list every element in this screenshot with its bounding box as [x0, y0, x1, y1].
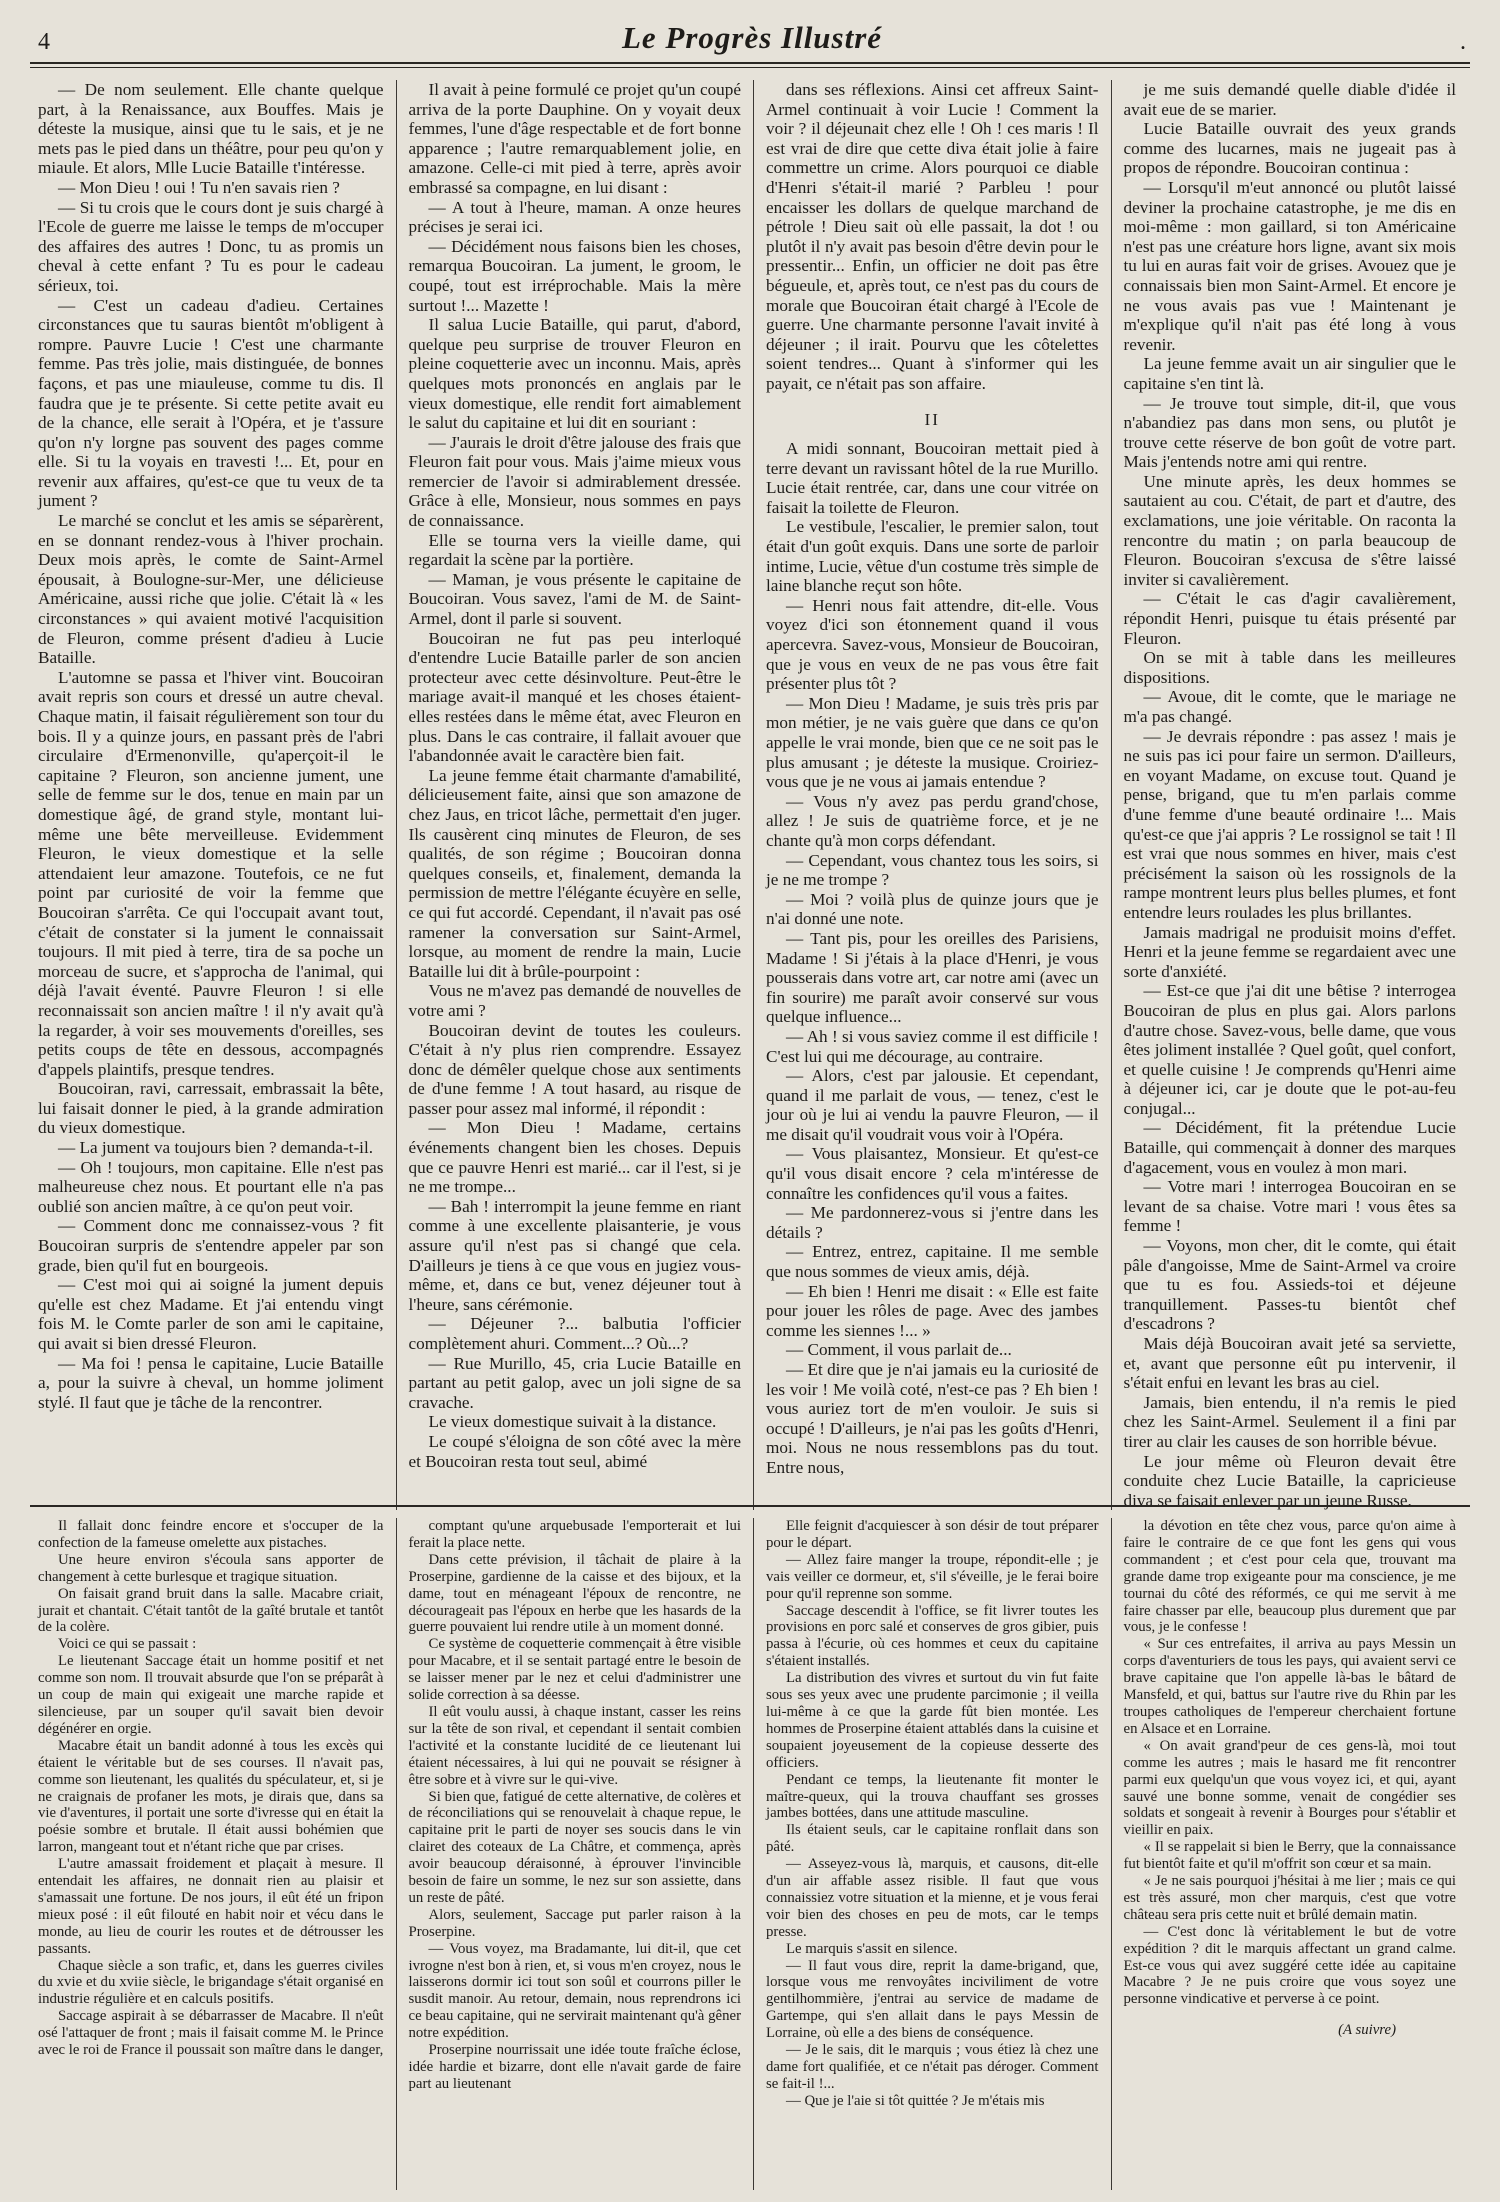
- paragraph: Macabre était un bandit adonné à tous les excès qui étaient le véritable but de ses courses. Il n'avait pas, comme son lieutenant, les qualités du spéculateur, et, si je ne craignais de profaner les mots, je dirais que, dans sa vie d'aventures, il portait une sorte d'ivresse qui en était la poésie sombre et brutale. Il était aussi bohémien que larron, mangeant tout et n'étant riche que par crises.: [38, 1737, 384, 1856]
- paragraph: — Ma foi ! pensa le capitaine, Lucie Bataille a, pour la suivre à cheval, un homme joliment stylé. Il faut que je tâche de la rencontrer.: [38, 1353, 384, 1412]
- paragraph: Chaque siècle a son trafic, et, dans les guerres civiles du xvie et du xviie siècle, le brigandage s'était organisé en industrie régulière et en calculs positifs.: [38, 1957, 384, 2008]
- paragraph: Le lieutenant Saccage était un homme positif et net comme son nom. Il trouvait absurde que l'on se préparât à un coup de main qui exigeait une marche rapide et silencieuse, par un souper qu'il savait bien devoir dégénérer en orgie.: [38, 1653, 384, 1737]
- header-rule: [30, 62, 1470, 64]
- top-column-4: [1111, 80, 1469, 1510]
- paragraph: — Entrez, entrez, capitaine. Il me semble que nous sommes de vieux amis, déjà.: [766, 1242, 1099, 1282]
- paragraph: Le marché se conclut et les amis se séparèrent, en se donnant rendez-vous à l'hiver prochain. Deux mois après, le comte de Saint-Armel épousait, à Boulogne-sur-Mer, une délicieuse Américaine, aussi riche que jolie. C'était là « les circonstances » qui avaient motivé l'acquisition de Fleuron, comme présent d'adieu à Lucie Bataille.: [38, 511, 384, 668]
- serial-columns: [38, 1518, 1468, 2190]
- paragraph: — C'était le cas d'agir cavalièrement, répondit Henri, puisque tu étais présenté par Fleuron.: [1123, 589, 1456, 648]
- paragraph: — Bah ! interrompit la jeune femme en riant comme à une excellente plaisanterie, je vous assure qu'il n'est pas si changé que cela. D'ailleurs je tiens à ce que vous en jugiez vous-même, et, dans ce but, venez déjeuner tout à l'heure, sans cérémonie.: [408, 1196, 741, 1314]
- paragraph: — A tout à l'heure, maman. A onze heures précises je serai ici.: [408, 197, 741, 237]
- paragraph: — Alors, c'est par jalousie. Et cependant, quand il me parlait de vous, — tenez, c'est le jour où je lui ai vendu la pauvre Fleuron, — il me disait qu'il voudrait vous voir à l'Opéra.: [766, 1066, 1099, 1144]
- paragraph: — Il faut vous dire, reprit la dame-brigand, que, lorsque vous me renvoyâtes inciviliment de votre gentilhommière, j'entrai au service de madame de Gartempe, qui s'en allait dans le pays Messin de Lorraine, où elle a des biens de conséquence.: [766, 1957, 1099, 2042]
- section-heading: II: [924, 409, 940, 429]
- paragraph: Elle feignit d'acquiescer à son désir de tout préparer pour le départ.: [766, 1518, 1099, 1551]
- paragraph: — Oh ! toujours, mon capitaine. Elle n'est pas malheureuse chez nous. Et pourtant elle n'a pas oublié son ancien maître, à ce qu'on peut voir.: [38, 1157, 384, 1216]
- paragraph: — Mon Dieu ! Madame, certains événements changent bien les choses. Depuis que ce pauvre Henri est marié... car il l'est, si je ne me trompe...: [408, 1118, 741, 1197]
- paragraph: la dévotion en tête chez vous, parce qu'on aime à faire le contraire de ce que font les gens qui vous commandent ; et c'est pour cela que, trouvant ma grande dame trop exigeante pour ma conscience, je me tournai du côté des réformés, ce qui me servit à me faire chasser par elle, beaucoup plus durement que par vous, je le confesse !: [1123, 1518, 1456, 1636]
- paragraph: Voici ce qui se passait :: [58, 1636, 197, 1653]
- paragraph: — Est-ce que j'ai dit une bêtise ? interrogea Boucoiran de plus en plus gai. Alors parlons d'autre chose. Savez-vous, belle dame, que vous êtes joliment installée ? Quel goût, quel confort, et quelle cuisine ! Je comprends qu'Henri aime à déjeuner ici, car je doute que le pot-au-feu conjugal...: [1123, 981, 1456, 1118]
- paragraph: « Il se rappelait si bien le Berry, que la connaissance fut bientôt faite et qu'il m'offrit son cœur et sa main.: [1123, 1839, 1456, 1873]
- paragraph: — Vous n'y avez pas perdu grand'chose, allez ! Je suis de quatrième force, et je ne chante qu'à mon corps défendant.: [766, 791, 1099, 850]
- paragraph: — C'est donc là véritablement le but de votre expédition ? dit le marquis affectant un grand calme. Est-ce vous qui avez suggéré cette idée au capitaine Macabre ? Je ne puis croire que vous soyez une personne vindicative et perverse à ce point.: [1123, 1923, 1456, 2008]
- paragraph: Il salua Lucie Bataille, qui parut, d'abord, quelque peu surprise de trouver Fleuron en pleine coquetterie avec un inconnu. Mais, après quelques mots prononcés en anglais par le vieux domestique, elle rendit fort aimablement le salut du capitaine et lui dit en souriant :: [408, 315, 741, 433]
- paragraph: — Maman, je vous présente le capitaine de Boucoiran. Vous savez, l'ami de M. de Saint-Armel, dont il parle si souvent.: [408, 569, 741, 629]
- top-column-3: [753, 80, 1111, 1510]
- paragraph: Une heure environ s'écoula sans apporter de changement à cette burlesque et tragique situation.: [38, 1551, 384, 1585]
- top-column-1: [38, 80, 396, 1510]
- paragraph: — J'aurais le droit d'être jalouse des frais que Fleuron fait pour vous. Mais j'aime mieux vous remercier de l'avoir si admirablement dressée. Grâce à elle, Monsieur, nous sommes en pays de connaissance.: [408, 432, 741, 531]
- paragraph: — Mon Dieu ! oui ! Tu n'en savais rien ?: [58, 177, 340, 197]
- paragraph: — Que je l'aie si tôt quittée ? Je m'étais mis: [786, 2092, 1045, 2109]
- bottom-column-3: [753, 1518, 1111, 2190]
- to-be-continued: (A suivre): [1338, 2022, 1396, 2039]
- paragraph: Ce système de coquetterie commençait à être visible pour Macabre, et il se sentait partagé entre le besoin de se laisser mener par le nez et celui d'administrer une solide correction à sa déesse.: [408, 1636, 741, 1704]
- paragraph: Boucoiran ne fut pas peu interloqué d'entendre Lucie Bataille parler de son ancien protecteur avec cette désinvolture. Peut-être le mariage avait-il manqué et les choses étaient-elles restées dans le même état, avec Fleuron en plus. Dans le cas contraire, il fallait avouer que l'abandonnée avait le caractère bien fait.: [408, 628, 741, 766]
- paragraph: Il eût voulu aussi, à chaque instant, casser les reins sur la tête de son rival, et cependant il sentait combien l'activité et la constante lucidité de ce lieutenant lui étaient nécessaires, à lui qui ne pouvait se résigner à être sobre et à vivre sur le qui-vive.: [408, 1703, 741, 1788]
- paragraph: La jeune femme était charmante d'amabilité, délicieusement faite, ainsi que son amazone de chez Jaus, en tricot lâche, permettait d'en juger. Ils causèrent cinq minutes de Fleuron, de ses qualités, de son régime ; Boucoiran donna quelques conseils, et, finalement, demanda la permission de mettre l'élégante écuyère en selle, ce qui fut accordé. Cependant, il n'avait pas osé ramener la conversation sur Saint-Armel, lorsque, au moment de rendre la main, Lucie Bataille lui dit à brûle-pourpoint :: [408, 765, 741, 981]
- paragraph: Il fallait donc feindre encore et s'occuper de la confection de la fameuse omelette aux pistaches.: [38, 1518, 384, 1551]
- paragraph: A midi sonnant, Boucoiran mettait pied à terre devant un ravissant hôtel de la rue Murillo. Lucie était rentrée, car, dans une cour vitrée on faisait la toilette de Fleuron.: [766, 439, 1099, 517]
- paragraph: « Je ne sais pourquoi j'hésitai à me lier ; mais ce qui est très assuré, mon cher marquis, c'est que votre château sera pris cette nuit et brûlé demain matin.: [1123, 1873, 1456, 1923]
- paragraph: — Votre mari ! interrogea Boucoiran en se levant de sa chaise. Votre mari ! vous êtes sa femme !: [1123, 1177, 1456, 1236]
- paragraph: — Si tu crois que le cours dont je suis chargé à l'Ecole de guerre me laisse le temps de m'occuper des affaires des autres ! Donc, tu as promis un cheval à cette enfant ? Tu es pour le cadeau sérieux, toi.: [38, 197, 384, 295]
- top-article-columns: [38, 80, 1468, 1510]
- paragraph: Le coupé s'éloigna de son côté avec la mère et Boucoiran resta tout seul, abimé: [408, 1431, 741, 1471]
- bottom-column-4: [1111, 1518, 1469, 2190]
- paragraph: La distribution des vivres et surtout du vin fut faite sous ses yeux avec une prudente parcimonie ; il veilla lui-même à ce que la garde fût bien montée. Les hommes de Proserpine étaient attablés dans la cuisine et soupaient joyeusement de la copieuse desserte des officiers.: [766, 1670, 1099, 1771]
- paragraph: Pendant ce temps, la lieutenante fit monter le maître-queux, qui la trouva chauffant ses grosses jambes bottées, dans une attitude masculine.: [766, 1771, 1099, 1822]
- paragraph: — Je trouve tout simple, dit-il, que vous n'abandiez pas dans mon sens, ou plutôt je trouve cette réserve de bon goût de votre part. Mais j'entends notre ami qui rentre.: [1123, 393, 1456, 472]
- paragraph: — Comment donc me connaissez-vous ? fit Boucoiran surpris de s'entendre appeler par son grade, bien qu'il fut en bourgeois.: [38, 1216, 384, 1275]
- header-dot: .: [1460, 29, 1466, 55]
- paragraph: Saccage descendit à l'office, se fit livrer toutes les provisions en porc salé et conserves de gros gibier, puis passa à l'écurie, où ces hommes et ceux du capitaine s'étaient installés.: [766, 1602, 1099, 1670]
- paragraph: — Je devrais répondre : pas assez ! mais je ne suis pas ici pour faire un sermon. D'ailleurs, en voyant Madame, on excuse tout. Quand je pense, brigand, que tu m'en parlais comme d'une femme d'une beauté ordinaire !... Mais qu'est-ce que j'ai appris ? Le rossignol se tait ! Il est vrai que nous sommes en hiver, mais c'est précisément la saison où les rossignols de la rampe montrent leurs plus belles plumes, et font entendre leurs roulades les plus brillantes.: [1123, 726, 1456, 922]
- paragraph: Le marquis s'assit en silence.: [786, 1940, 958, 1957]
- page-header: [38, 14, 1466, 56]
- paragraph: — Déjeuner ?... balbutia l'officier complètement ahuri. Comment...? Où...?: [408, 1314, 741, 1353]
- paragraph: Vous ne m'avez pas demandé de nouvelles de votre ami ?: [408, 981, 741, 1020]
- paragraph: je me suis demandé quelle diable d'idée il avait eue de se marier.: [1123, 80, 1456, 119]
- paragraph: Le vieux domestique suivait à la distance.: [428, 1412, 717, 1432]
- paragraph: Saccage aspirait à se débarrasser de Macabre. Il n'eût osé l'attaquer de front ; mais il faisait comme M. le Prince avec le roi de France il poussait son maître dans le danger,: [38, 2008, 384, 2059]
- paragraph: Jamais madrigal ne produisit moins d'effet. Henri et la jeune femme se regardaient avec une sorte d'anxiété.: [1123, 922, 1456, 981]
- top-column-2: [396, 80, 754, 1510]
- paragraph: Lucie Bataille ouvrait des yeux grands comme des lucarnes, mais ne jugeait pas à propos de répondre. Boucoiran continua :: [1123, 119, 1456, 178]
- paragraph: — C'est moi qui ai soigné la jument depuis qu'elle est chez Madame. Et j'ai entendu vingt fois M. le Comte parler de son ami le capitaine, qui avait si bien dressé Fleuron.: [38, 1275, 384, 1353]
- paragraph: Le vestibule, l'escalier, le premier salon, tout était d'un goût exquis. Dans une sorte de parloir intime, Lucie, vêtue d'un costume très simple de laine blanche reçut son hôte.: [766, 517, 1099, 596]
- paragraph: — Cependant, vous chantez tous les soirs, si je ne me trompe ?: [766, 850, 1099, 890]
- paragraph: — Décidément, fit la prétendue Lucie Bataille, qui commençait à donner des marques d'agacement, vous en voulez à mon mari.: [1123, 1118, 1456, 1177]
- paragraph: « On avait grand'peur de ces gens-là, moi tout comme les autres ; mais le hasard me fit rencontrer parmi eux quelqu'un que vous voyez ici, et qui, ayant sauvé une bonne somme, venait de congédier ses soldats et songeait à revenir à Bourges pour s'établir et vieillir en paix.: [1123, 1737, 1456, 1839]
- paragraph: — Et dire que je n'ai jamais eu la curiosité de les voir ! Me voilà coté, n'est-ce pas ? Eh bien ! vous auriez tort de m'en vouloir. Je suis si occupé ! D'ailleurs, je n'ai pas les goûts d'Henri, moi. Nous ne nous ressemblons pas du tout. Entre nous,: [766, 1360, 1099, 1477]
- paragraph: — Tant pis, pour les oreilles des Parisiens, Madame ! Si j'étais à la place d'Henri, je vous pousserais dans votre art, car notre ami (avec un fin sourire) me paraît avoir conservé sur vous quelque influence...: [766, 928, 1099, 1027]
- paragraph: Mais déjà Boucoiran avait jeté sa serviette, et, avant que personne eût pu intervenir, il s'était enfui en levant les bras au ciel.: [1123, 1334, 1456, 1393]
- paragraph: — De nom seulement. Elle chante quelque part, à la Renaissance, aux Bouffes. Mais je déteste la musique, ainsi que tu le sais, et je ne mets pas le pied dans un théâtre, pour peu qu'on y miaule. Et alors, Mlle Lucie Bataille t'intéresse.: [38, 80, 384, 178]
- paragraph: — Je le sais, dit le marquis ; vous étiez là chez une dame fort qualifiée, et ce n'était pas déroger. Comment se fait-il !...: [766, 2042, 1099, 2092]
- paragraph: Ils étaient seuls, car le capitaine ronflait dans son pâté.: [766, 1822, 1099, 1856]
- paragraph: — Me pardonnerez-vous si j'entre dans les détails ?: [766, 1203, 1099, 1242]
- paragraph: — Avoue, dit le comte, que le mariage ne m'a pas changé.: [1123, 687, 1456, 726]
- paragraph: Si bien que, fatigué de cette alternative, de colères et de réconciliations qui se renouvelait à chaque repue, le capitaine prit le parti de noyer ses soucis dans le vin clairet des coteaux de La Châtre, et commença, après avoir beaucoup déraisonné, à éprouver l'invincible besoin de faire un somme, le nez sur son assiette, dans un reste de pâté.: [408, 1788, 741, 1906]
- paragraph: L'automne se passa et l'hiver vint. Boucoiran avait repris son cours et dressé un autre cheval. Chaque matin, il faisait régulièrement son tour du bois. Il y a quinze jours, en passant près de l'abri circulaire d'Ermenonville, qu'aperçoit-il le capitaine ? Fleuron, son ancienne jument, une selle de femme sur le dos, tenue en main par un domestique âgé, de grand style, montant lui-même une bête merveilleuse. Evidemment Fleuron, le vieux domestique et la selle attendaient leur amazone. Toutefois, ce ne fut point par curiosité de voir la femme que Boucoiran s'arrêta. Ce qui l'occupait avant tout, c'était de constater si la jument le connaissait toujours. Il mit pied à terre, tira de sa poche un morceau de sucre, et s'approcha de l'animal, qui déjà l'avait éventé. Pauvre Fleuron ! si elle reconnaissait son ancien maître ! il n'y avait qu'à la regarder, à voir ses mouvements d'oreilles, ses petits coups de tête en dessous, accompagnés d'appels plaintifs, presque tendres.: [38, 667, 384, 1079]
- paragraph: — La jument va toujours bien ? demanda-t-il.: [58, 1138, 374, 1158]
- paragraph: Dans cette prévision, il tâchait de plaire à la Proserpine, gardienne de la caisse et des bijoux, et la dame, tout en ménageant l'époux de rencontre, ne décourageait pas l'époux en herbe que les hasards de la guerre pouvaient lui rendre utile à un moment donné.: [408, 1551, 741, 1636]
- paragraph: Il avait à peine formulé ce projet qu'un coupé arriva de la porte Dauphine. On y voyait deux femmes, l'une d'âge respectable et de fort bonne apparence ; l'autre remarquablement jolie, en amazone. Celle-ci mit pied à terre, après avoir embrassé sa compagne, en lui disant :: [408, 80, 741, 197]
- paragraph: Elle se tourna vers la vieille dame, qui regardait la scène par la portière.: [408, 530, 741, 570]
- paragraph: — Vous plaisantez, Monsieur. Et qu'est-ce qu'il vous disait encore ? cela m'intéresse de connaître les confidences qu'il vous a faites.: [766, 1144, 1099, 1203]
- paragraph: — Lorsqu'il m'eut annoncé ou plutôt laissé deviner la prochaine catastrophe, je me dis en moi-même : mon gaillard, si ton Américaine n'est pas une créature hors ligne, avant six mois tu lui en auras fait voir de grises. Avouez que je connaissais bien mon Saint-Armel. Et encore je ne vous avais pas vue ! Maintenant je m'explique qu'il n'ait pas été long à vous revenir.: [1123, 177, 1456, 354]
- paragraph: Alors, seulement, Saccage put parler raison à la Proserpine.: [408, 1906, 741, 1940]
- paragraph: — Mon Dieu ! Madame, je suis très pris par mon métier, je ne vais guère que dans ce qu'on appelle le vrai monde, bien que ce ne soit pas le plus amusant ; je déteste la musique. Croiriez-vous que je ne vous ai jamais entendue ?: [766, 693, 1099, 792]
- paragraph: On se mit à table dans les meilleures dispositions.: [1123, 648, 1456, 687]
- paragraph: — Comment, il vous parlait de...: [786, 1340, 1012, 1360]
- paragraph: « Sur ces entrefaites, il arriva au pays Messin un corps d'aventuriers de tous les pays, qui avaient servi ce brave capitaine que l'on appelle là-bas le bâtard de Mansfeld, et qui, battus sur l'autre rive du Rhin par les troupes catholiques de l'empereur cherchaient fortune en Alsace et en Lorraine.: [1123, 1636, 1456, 1737]
- bottom-column-1: [38, 1518, 396, 2190]
- paragraph: — Allez faire manger la troupe, répondit-elle ; je vais veiller ce dormeur, et, s'il s'éveille, je le ferai boire pour qu'il reprenne son somme.: [766, 1551, 1099, 1602]
- paragraph: — Henri nous fait attendre, dit-elle. Vous voyez d'ici son étonnement quand il vous apercevra. Savez-vous, Monsieur de Boucoiran, que je vous en veux de ne pas vous être fait présenter plus tôt ?: [766, 595, 1099, 694]
- paragraph: On faisait grand bruit dans la salle. Macabre criait, jurait et chantait. C'était tantôt de la gaîté brutale et tantôt de la colère.: [38, 1585, 384, 1636]
- paragraph: L'autre amassait froidement et plaçait à mesure. Il entendait les affaires, ne donnait rien au plaisir et s'amassait une fortune. De nos jours, il eût été un fripon mieux posé : il eût filouté en habit noir et vécu dans le monde, au lieu de courir les routes et de détrousser les passants.: [38, 1856, 384, 1957]
- bottom-column-2: [396, 1518, 754, 2190]
- paragraph: dans ses réflexions. Ainsi cet affreux Saint-Armel continuait à voir Lucie ! Comment la voir ? il déjeunait chez elle ! Oh ! ces maris ! Il est vrai de dire que cette diva était jolie à faire commettre un crime. Alors pourquoi ce diable d'Henri s'était-il marié ? Parbleu ! pour encaisser les dollars de quelque marchand de pétrole ! Dieu sait où elle passait, la dot ! ou plutôt il n'y avait pas besoin d'être devin pour le pressentir... Enfin, un officier ne doit pas être bégueule, et, après tout, ce n'est pas du cours de morale que Boucoiran était chargé à l'Ecole de guerre. Une charmante personne l'avait invité à déjeuner ; il irait. Pourvu que les côtelettes soient tendres... Quant à s'informer qui les payait, ce n'était pas son affaire.: [766, 80, 1099, 393]
- paragraph: — C'est un cadeau d'adieu. Certaines circonstances que tu sauras bientôt m'obligent à rompre. Pauvre Lucie ! C'est une charmante femme. Pas très jolie, mais distinguée, de bonnes façons, et pas une miauleuse, comme tu dis. Il faudra que je te présente. Si cette petite avait eu de la chance, elle serait à l'Opéra, et je t'assure qu'on n'y lorgne pas souvent des pages comme elle. Si tu la voyais en travesti !... Et, pour en revenir aux affaires, qu'est-ce que tu veux de ta jument ?: [38, 295, 384, 511]
- paragraph: Le jour même où Fleuron devait être conduite chez Lucie Bataille, la capricieuse diva se faisait enlever par un jeune Russe.: [1123, 1451, 1456, 1510]
- paragraph: — Eh bien ! Henri me disait : « Elle est faite pour jouer les rôles de page. Avec des jambes comme les siennes !... »: [766, 1281, 1099, 1340]
- header-rule-thin: [30, 67, 1470, 68]
- paragraph: La jeune femme avait un air singulier que le capitaine s'en tint là.: [1123, 354, 1456, 393]
- paragraph: — Vous voyez, ma Bradamante, lui dit-il, que cet ivrogne n'est bon à rien, et, si vous m'en croyez, nous le laisserons dormir ici tout son soûl et courrons piller le susdit manoir. Au retour, demain, nous reprendrons ici ce beau capitaine, qui ne servirait maintenant qu'à gêner notre expédition.: [408, 1940, 741, 2042]
- paragraph: — Décidément nous faisons bien les choses, remarqua Boucoiran. La jument, le groom, le coupé, tout est irréprochable. Mais la mère surtout !... Mazette !: [408, 236, 741, 315]
- paragraph: Proserpine nourrissait une idée toute fraîche éclose, idée hardie et bizarre, dont elle n'avait garde de faire part au lieutenant: [408, 2042, 741, 2092]
- paragraph: — Moi ? voilà plus de quinze jours que je n'ai donné une note.: [766, 889, 1099, 929]
- paragraph: comptant qu'une arquebusade l'emporterait et lui ferait la place nette.: [408, 1518, 741, 1551]
- paragraph: Une minute après, les deux hommes se sautaient au cou. C'était, de part et d'autre, des exclamations, une joie véritable. On raconta la rencontre du matin ; on parla beaucoup de Fleuron. Boucoiran s'excusa de s'être laissé inviter si cavalièrement.: [1123, 471, 1456, 589]
- paragraph: Boucoiran devint de toutes les couleurs. C'était à n'y plus rien comprendre. Essayez donc de démêler quelque chose aux sentiments de d'une femme ! A tout hasard, au risque de passer pour assez mal informé, il répondit :: [408, 1020, 741, 1118]
- paragraph: Jamais, bien entendu, il n'a remis le pied chez les Saint-Armel. Seulement il a fini par tirer au clair les causes de son horrible bévue.: [1123, 1392, 1456, 1451]
- paragraph: — Voyons, mon cher, dit le comte, qui était pâle d'angoisse, Mme de Saint-Armel va croire que tu es fou. Assieds-toi et déjeune tranquillement. Passes-tu bientôt chef d'escadrons ?: [1123, 1236, 1456, 1334]
- masthead-title: Le Progrès Illustré: [621, 20, 883, 55]
- page-number: 4: [38, 29, 50, 55]
- paragraph: Boucoiran, ravi, carressait, embrassait la bête, lui faisait donner le pied, à la grande admiration du vieux domestique.: [38, 1079, 384, 1138]
- paragraph: — Ah ! si vous saviez comme il est difficile ! C'est lui qui me décourage, au contraire.: [766, 1026, 1099, 1066]
- paragraph: — Rue Murillo, 45, cria Lucie Bataille en partant au petit galop, avec un joli signe de sa cravache.: [408, 1353, 741, 1412]
- section-separator: [30, 1505, 1470, 1507]
- paragraph: — Asseyez-vous là, marquis, et causons, dit-elle d'un air affable assez risible. Il faut que vous connaissiez votre situation et la mienne, et je vous ferai voir bien des choses en peu de mots, car le temps presse.: [766, 1856, 1099, 1940]
